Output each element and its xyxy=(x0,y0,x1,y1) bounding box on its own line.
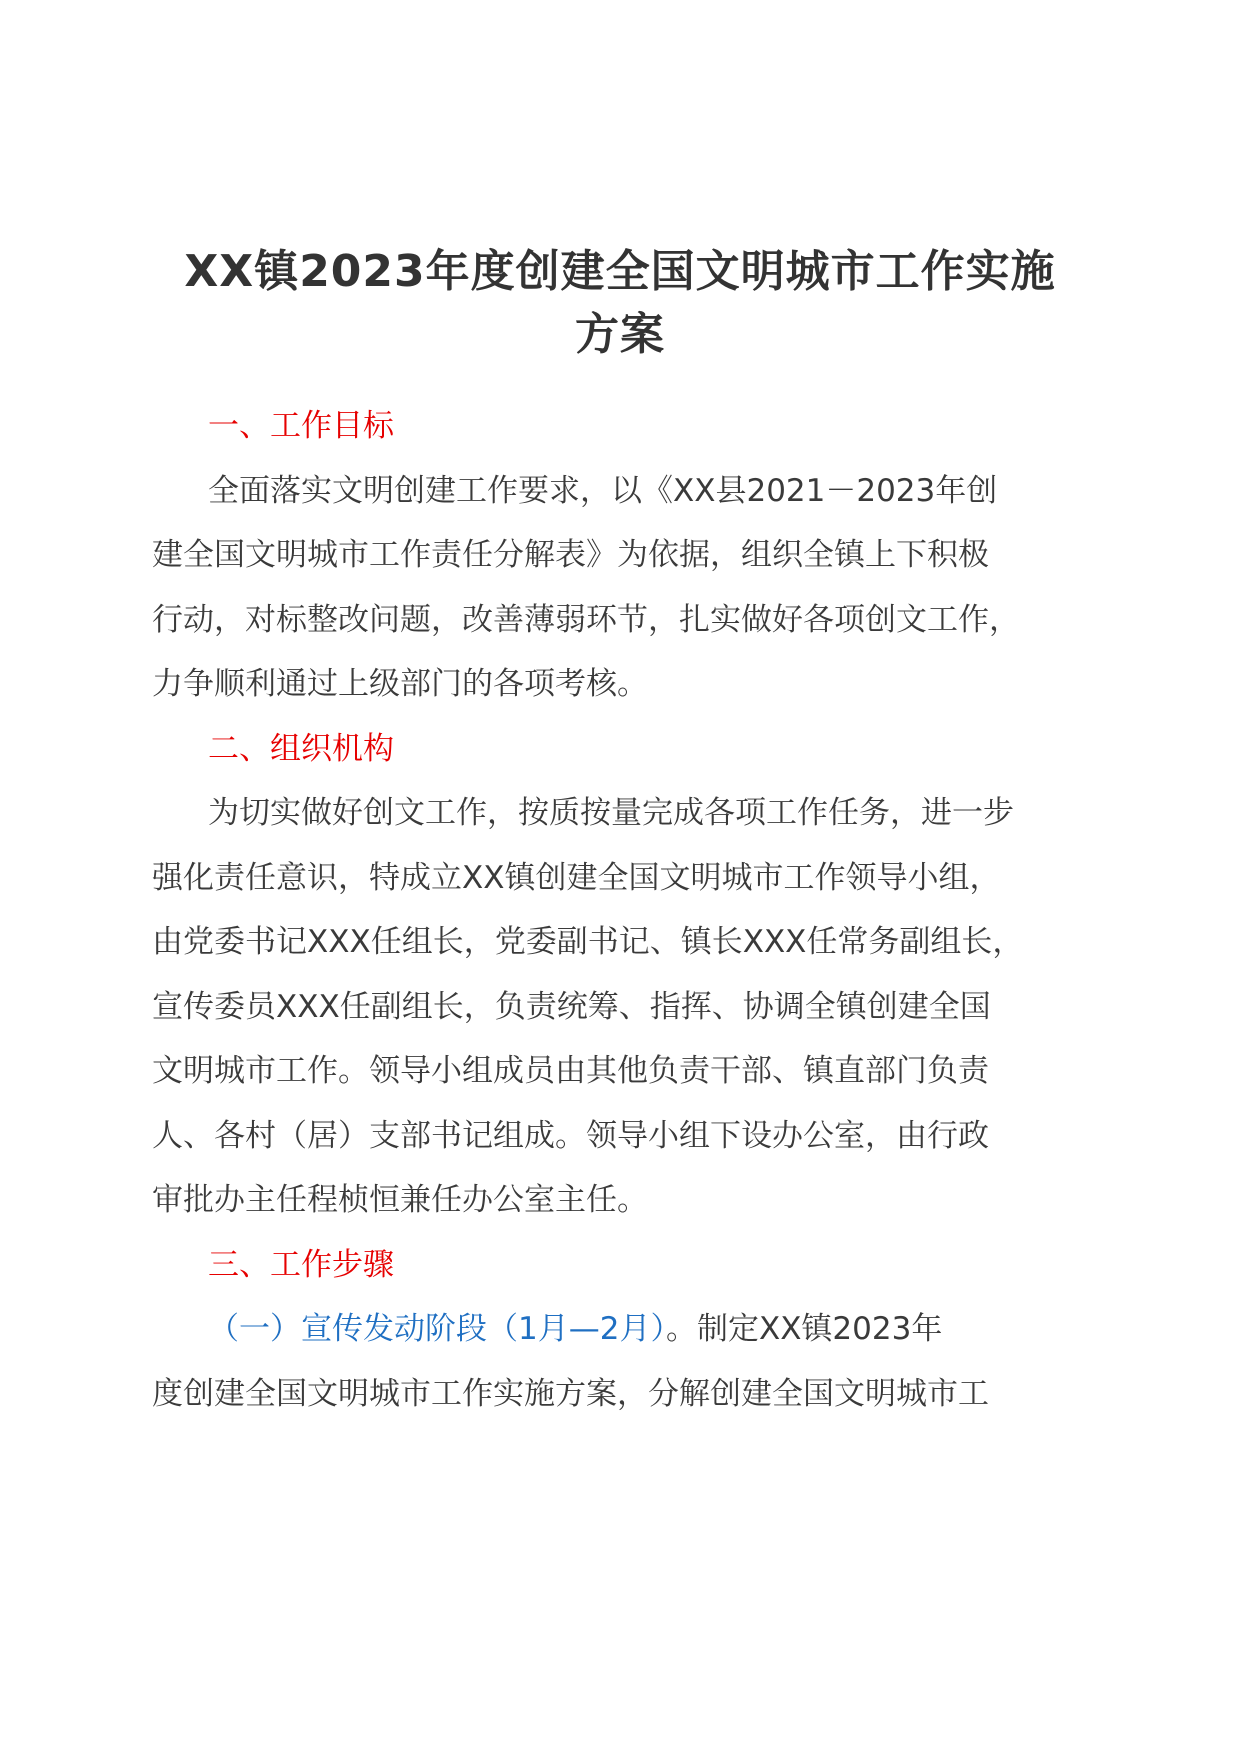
paragraph-line: 行动，对标整改问题，改善薄弱环节，扎实做好各项创文工作， xyxy=(152,601,1020,638)
paragraph-line: 强化责任意识，特成立XX镇创建全国文明城市工作领导小组， xyxy=(152,859,1001,896)
phase-line xyxy=(152,1297,1122,1362)
paragraph-line: 文明城市工作。领导小组成员由其他负责干部、镇直部门负责 xyxy=(152,1053,989,1089)
paragraph-line: 力争顺利通过上级部门的各项考核。 xyxy=(152,666,648,702)
paragraph-line: 为切实做好创文工作，按质按量完成各项工作任务，进一步 xyxy=(208,795,1014,831)
section-heading-work-goals: 一、工作目标 xyxy=(208,408,394,444)
document-body xyxy=(152,394,1122,1426)
paragraph-line: 审批办主任程桢恒兼任办公室主任。 xyxy=(152,1182,648,1218)
paragraph-line: 宣传委员XXX任副组长，负责统筹、指挥、协调全镇创建全国 xyxy=(152,988,991,1025)
paragraph-line: 人、各村（居）支部书记组成。领导小组下设办公室，由行政 xyxy=(152,1117,989,1154)
section-heading-work-steps: 三、工作步骤 xyxy=(208,1246,394,1283)
paragraph-line: 全面落实文明创建工作要求，以《XX县2021－2023年创 xyxy=(208,472,998,509)
paragraph-line: 由党委书记XXX任组长，党委副书记、镇长XXX任常务副组长， xyxy=(152,924,1024,960)
section-heading-organization: 二、组织机构 xyxy=(208,730,394,767)
document-title xyxy=(150,240,1090,366)
title-line-1: XX镇2023年度创建全国文明城市工作实施 xyxy=(184,246,1056,297)
paragraph-line: 建全国文明城市工作责任分解表》为依据，组织全镇上下积极 xyxy=(152,537,989,573)
paragraph-line: 度创建全国文明城市工作实施方案，分解创建全国文明城市工 xyxy=(152,1375,989,1412)
phase-text: 。制定XX镇2023年 xyxy=(665,1311,943,1347)
phase-label: （一）宣传发动阶段（1月—2月） xyxy=(208,1311,666,1347)
title-line-2: 方案 xyxy=(575,309,665,360)
